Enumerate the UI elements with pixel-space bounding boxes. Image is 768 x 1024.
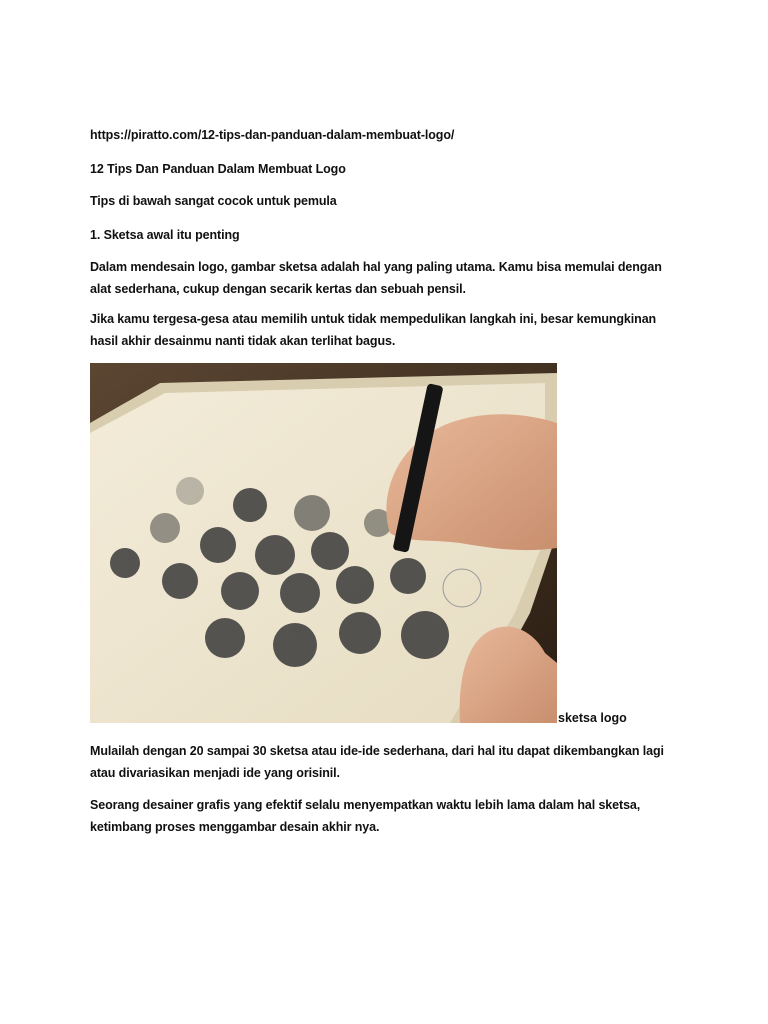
section-heading: 1. Sketsa awal itu penting [90, 228, 240, 242]
sketch-photo-illustration [90, 363, 557, 723]
document-title: 12 Tips Dan Panduan Dalam Membuat Logo [90, 162, 346, 176]
source-url[interactable]: https://piratto.com/12-tips-dan-panduan-dalam-membuat-logo/ [90, 128, 455, 142]
document-subtitle: Tips di bawah sangat cocok untuk pemula [90, 194, 337, 208]
sketch-photo [90, 363, 557, 723]
paragraph-3: Mulailah dengan 20 sampai 30 sketsa atau ide-ide sederhana, dari hal itu dapat dikembangkan lagi atau divariasikan menjadi ide yang orisinil. [90, 744, 664, 780]
paragraph-2: Jika kamu tergesa-gesa atau memilih untuk tidak mempedulikan langkah ini, besar kemungkinan hasil akhir desainmu nanti tidak akan terlihat bagus. [90, 312, 657, 348]
paragraph-1: Dalam mendesain logo, gambar sketsa adalah hal yang paling utama. Kamu bisa memulai dengan alat sederhana, cukup dengan secarik kertas dan sebuah pensil. [90, 260, 662, 296]
image-caption: sketsa logo [558, 711, 627, 725]
paragraph-4: Seorang desainer grafis yang efektif selalu menyempatkan waktu lebih lama dalam hal sketsa, ketimbang proses menggambar desain akhir nya. [90, 798, 641, 834]
